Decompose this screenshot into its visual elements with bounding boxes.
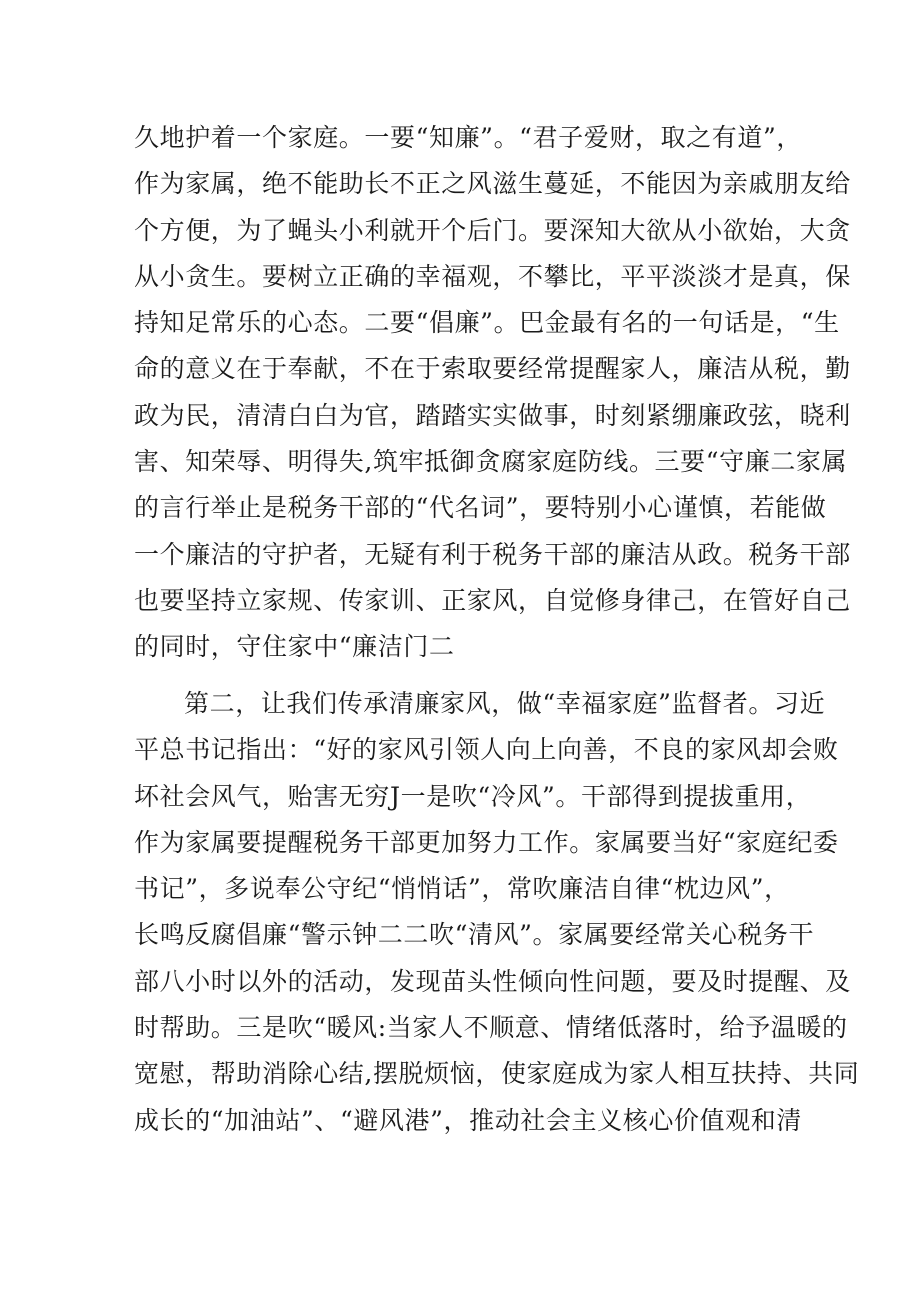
text-line: 成长的“加油站”、“避风港”，推动社会主义核心价值观和清 bbox=[134, 1105, 802, 1135]
text-line: 的言行举止是税务干部的“代名词”，要特别小心谨慎，若能做 bbox=[134, 493, 827, 523]
text-line: 命的意义在于奉献，不在于索取要经常提醒家人，廉洁从税，勤 bbox=[134, 354, 851, 384]
text-line: 部八小时以外的活动，发现苗头性倾向性问题，要及时提醒、及 bbox=[134, 966, 851, 996]
text-line: 时帮助。三是吹“暖风:当家人不顺意、情绪低落时，给予温暖的 bbox=[134, 1013, 848, 1043]
text-line: 政为民，清清白白为官，踏踏实实做事，时刻紧绷廉政弦，晓利 bbox=[134, 400, 851, 430]
text-line: 长鸣反腐倡廉“警示钟二二吹“清风”。家属要经常关心税务干 bbox=[134, 920, 815, 950]
paragraph-2 bbox=[134, 681, 860, 1144]
text-line: 书记”，多说奉公守纪“悄悄话”，常吹廉洁自律“枕边风”， bbox=[134, 874, 790, 904]
text-line: 个方便，为了蝇头小利就开个后门。要深知大欲从小欲始，大贪 bbox=[134, 215, 851, 245]
text-line: 害、知荣辱、明得失,筑牢抵御贪腐家庭防线。三要“守廉二家属 bbox=[134, 447, 848, 477]
text-line: 的同时，守住家中“廉洁门二 bbox=[134, 632, 455, 662]
text-line: 作为家属，绝不能助长不正之风滋生蔓延，不能因为亲戚朋友给 bbox=[134, 169, 851, 199]
text-line: 作为家属要提醒税务干部更加努力工作。家属要当好“家庭纪委 bbox=[134, 827, 839, 857]
text-line: 久地护着一个家庭。一要“知廉”。“君子爱财，取之有道”， bbox=[134, 123, 802, 152]
paragraph-1 bbox=[134, 115, 851, 671]
text-line: 一个廉洁的守护者，无疑有利于税务干部的廉洁从政。税务干部 bbox=[134, 539, 851, 569]
text-line: 从小贪生。要树立正确的幸福观，不攀比，平平淡淡才是真，保 bbox=[134, 261, 851, 291]
text-line: 宽慰，帮助消除心结,摆脱烦恼，使家庭成为家人相互扶持、共同 bbox=[134, 1059, 860, 1089]
text-line: 第二，让我们传承清廉家风，做“幸福家庭”监督者。习近 bbox=[184, 689, 826, 718]
text-line: 平总书记指出：“好的家风引领人向上向善，不良的家风却会败 bbox=[134, 735, 839, 765]
text-line: 坏社会风气，贻害无穷J一是吹“冷风”。干部得到提拔重用， bbox=[134, 781, 812, 811]
text-line: 持知足常乐的心态。二要“倡廉”。巴金最有名的一句话是，“生 bbox=[134, 308, 840, 338]
text-line: 也要坚持立家规、传家训、正家风，自觉修身律己，在管好自己 bbox=[134, 585, 851, 615]
